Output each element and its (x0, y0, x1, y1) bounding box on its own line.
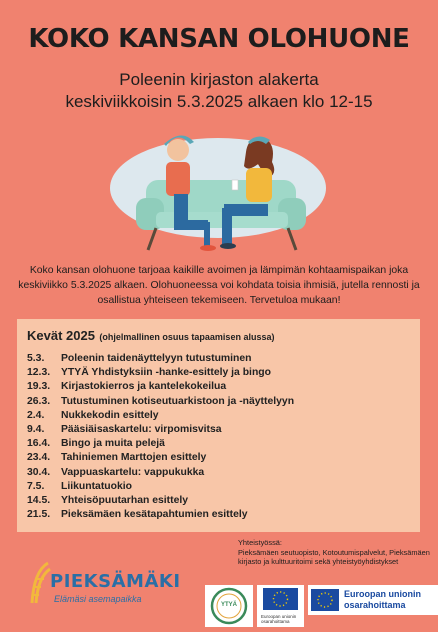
event-title: Poleenin taidenäyttelyyn tutustuminen (61, 353, 252, 364)
event-title: Bingo ja muita pelejä (61, 438, 165, 450)
eu-small-text: Euroopan unionin osarahoittama (261, 614, 297, 624)
schedule-line: keskiviikkoisin 5.3.2025 alkaen klo 12-15 (65, 92, 373, 111)
ytya-badge (205, 585, 253, 627)
event-date: 12.3. (27, 367, 51, 379)
program-note: (ohjelmallinen osuus tapaamisen alussa) (99, 332, 275, 342)
event-title: Yhteisöpuutarhan esittely (61, 494, 189, 506)
coop-heading: Yhteistyössä: (238, 538, 282, 547)
event-date: 26.3. (27, 395, 51, 407)
eu-badge-small (257, 585, 304, 627)
event-title: Nukkekodin esittely (61, 409, 159, 421)
program-heading (27, 327, 274, 345)
event-item (27, 508, 294, 522)
event-title: Tahiniemen Marttojen esittely (61, 452, 207, 464)
event-item (27, 380, 294, 394)
pieksamaki-logo (28, 557, 208, 607)
event-list (27, 352, 294, 522)
eu-large-text (344, 589, 421, 611)
event-title: Pääsiäisaskartelu: virpomisvitsa (61, 423, 222, 435)
eu-line-1: Euroopan unionin (344, 589, 421, 599)
event-item (27, 409, 294, 423)
event-date: 9.4. (27, 423, 45, 435)
event-date: 30.4. (27, 466, 51, 478)
event-title: YTYÄ Yhdistyksiin -hanke-esittely ja bingo (61, 367, 271, 379)
poster-subtitle (0, 69, 438, 113)
event-item (27, 395, 294, 409)
eu-line-2: osarahoittama (344, 600, 406, 610)
event-date: 21.5. (27, 509, 51, 521)
event-item (27, 352, 294, 366)
cooperation-text (238, 538, 434, 567)
event-item (27, 480, 294, 494)
ytya-label: YTYÄ (221, 602, 238, 608)
event-date: 16.4. (27, 438, 51, 450)
logo-mark-icon (28, 561, 52, 605)
event-title: Liikuntatuokio (61, 480, 132, 492)
logo-tagline: Elämäsi asemapaikka (54, 594, 142, 604)
event-item (27, 466, 294, 480)
event-item (27, 494, 294, 508)
eu-badge-large (308, 585, 438, 615)
poster-title: KOKO KANSAN OLOHUONE (28, 24, 410, 54)
event-item (27, 366, 294, 380)
event-title: Vappuaskartelu: vappukukka (61, 466, 205, 478)
event-date: 19.3. (27, 381, 51, 393)
event-date: 2.4. (27, 409, 45, 421)
event-title: Tutustuminen kotiseutuarkistoon ja -näyttelyyn (61, 395, 295, 407)
event-item (27, 423, 294, 437)
logo-name: PIEKSÄMÄKI (50, 571, 181, 592)
event-title: Pieksämäen kesätapahtumien esittely (61, 509, 248, 521)
season-label: Kevät 2025 (27, 328, 95, 343)
eu-flag-icon (308, 585, 340, 615)
event-item (27, 451, 294, 465)
location-line: Poleenin kirjaston alakerta (119, 70, 319, 89)
event-date: 7.5. (27, 480, 45, 492)
eu-flag-icon (257, 585, 304, 615)
event-date: 14.5. (27, 494, 51, 506)
intro-text: Koko kansan olohuone tarjoaa kaikille avoimen ja lämpimän kohtaamispaikan joka keskiviikko 5.3.2025 alkaen. Olohuoneessa voi kohdata toisia ihmisiä, jutella rennosti ja osallistua yhteiseen tekemiseen. Tervetuloa mukaan! (18, 265, 420, 306)
event-item (27, 437, 294, 451)
event-date: 23.4. (27, 452, 51, 464)
sofa-illustration (108, 128, 328, 256)
coop-partners: Pieksämäen seutuopisto, Kotoutumispalvelut, Pieksämäen kirjasto ja kulttuuritoimi sekä yhteistyöyhdistykset (238, 547, 430, 567)
event-title: Kirjastokierros ja kantelekokeilua (61, 381, 227, 393)
event-date: 5.3. (27, 353, 45, 364)
program-panel (17, 319, 420, 532)
